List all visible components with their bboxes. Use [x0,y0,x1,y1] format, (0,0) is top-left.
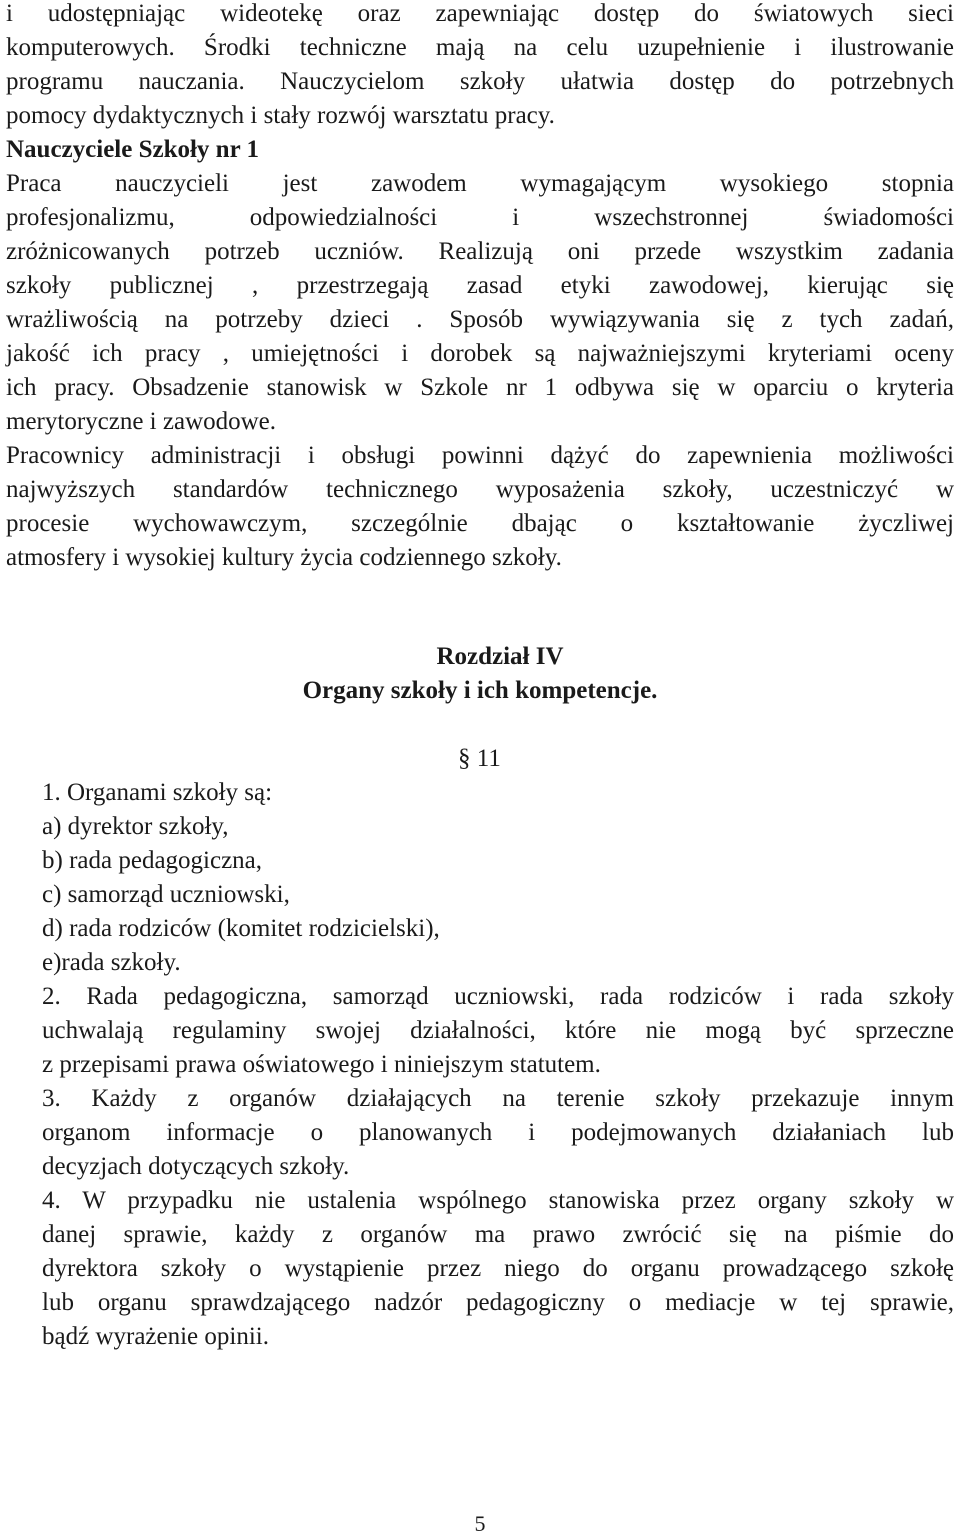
teachers-line: szkoły publicznej , przestrzegają zasad etyki zawodowej, kierując się [6,272,954,299]
organs-item: a) dyrektor szkoły, [42,813,229,840]
staff-line: atmosfery i wysokiej kultury życia codziennego szkoły. [6,544,562,571]
staff-line: Pracownicy administracji i obsługi powinni dążyć do zapewnienia możliwości [6,442,954,469]
teachers-line: merytoryczne i zawodowe. [6,408,277,435]
point4-line: dyrektora szkoły o wystąpienie przez niego do organu prowadzącego szkołę [42,1255,954,1282]
teachers-line: ich pracy. Obsadzenie stanowisk w Szkole nr 1 odbywa się w oparciu o kryteria [6,374,954,401]
organs-item: 1. Organami szkoły są: [42,779,273,806]
intro-line: i udostępniając wideotekę oraz zapewniając dostęp do światowych sieci [6,0,954,27]
point3-line: 3. Każdy z organów działających na terenie szkoły przekazuje innym [42,1085,954,1112]
intro-line: pomocy dydaktycznych i stały rozwój warsztatu pracy. [6,102,555,129]
teachers-line: jakość ich pracy , umiejętności i dorobek są najważniejszymi kryteriami oceny [6,340,954,367]
organs-item: e)rada szkoły. [42,949,181,976]
organs-item: d) rada rodziców (komitet rodzicielski), [42,915,440,942]
page-number: 5 [474,1511,486,1536]
point4-line: bądź wyrażenie opinii. [42,1323,269,1350]
point4-line: 4. W przypadku nie ustalenia wspólnego stanowiska przez organy szkoły w [42,1187,954,1214]
point2-line: uchwalają regulaminy swojej działalności, które nie mogą być sprzeczne [42,1017,954,1044]
section-number: § 11 [458,745,501,772]
teachers-line: zróżnicowanych potrzeb uczniów. Realizują oni przede wszystkim zadania [6,238,954,265]
organs-item: b) rada pedagogiczna, [42,847,263,874]
point3-line: organom informacje o planowanych i podejmowanych działaniach lub [42,1119,954,1146]
point4-line: danej sprawie, każdy z organów ma prawo zwrócić się na piśmie do [42,1221,954,1248]
intro-line: programu nauczania. Nauczycielom szkoły ułatwia dostęp do potrzebnych [6,68,954,95]
staff-line: najwyższych standardów technicznego wyposażenia szkoły, uczestniczyć w [6,476,954,503]
chapter-subtitle: Organy szkoły i ich kompetencje. [302,677,658,704]
staff-line: procesie wychowawczym, szczególnie dbając o kształtowanie życzliwej [6,510,954,537]
chapter-title: Rozdział IV [436,643,564,670]
point2-line: 2. Rada pedagogiczna, samorząd uczniowski, rada rodziców i rada szkoły [42,983,954,1010]
teachers-line: Praca nauczycieli jest zawodem wymagającym wysokiego stopnia [6,170,954,197]
teachers-line: profesjonalizmu, odpowiedzialności i wszechstronnej świadomości [6,204,954,231]
intro-line: komputerowych. Środki techniczne mają na celu uzupełnienie i ilustrowanie [6,34,954,61]
point4-line: lub organu sprawdzającego nadzór pedagogiczny o mediacje w tej sprawie, [42,1289,954,1316]
organs-item: c) samorząd uczniowski, [42,881,290,908]
point2-line: z przepisami prawa oświatowego i niniejszym statutem. [42,1051,601,1078]
point3-line: decyzjach dotyczących szkoły. [42,1153,350,1180]
teachers-heading: Nauczyciele Szkoły nr 1 [6,136,259,163]
teachers-line: wrażliwością na potrzeby dzieci . Sposób wywiązywania się z tych zadań, [6,306,954,333]
